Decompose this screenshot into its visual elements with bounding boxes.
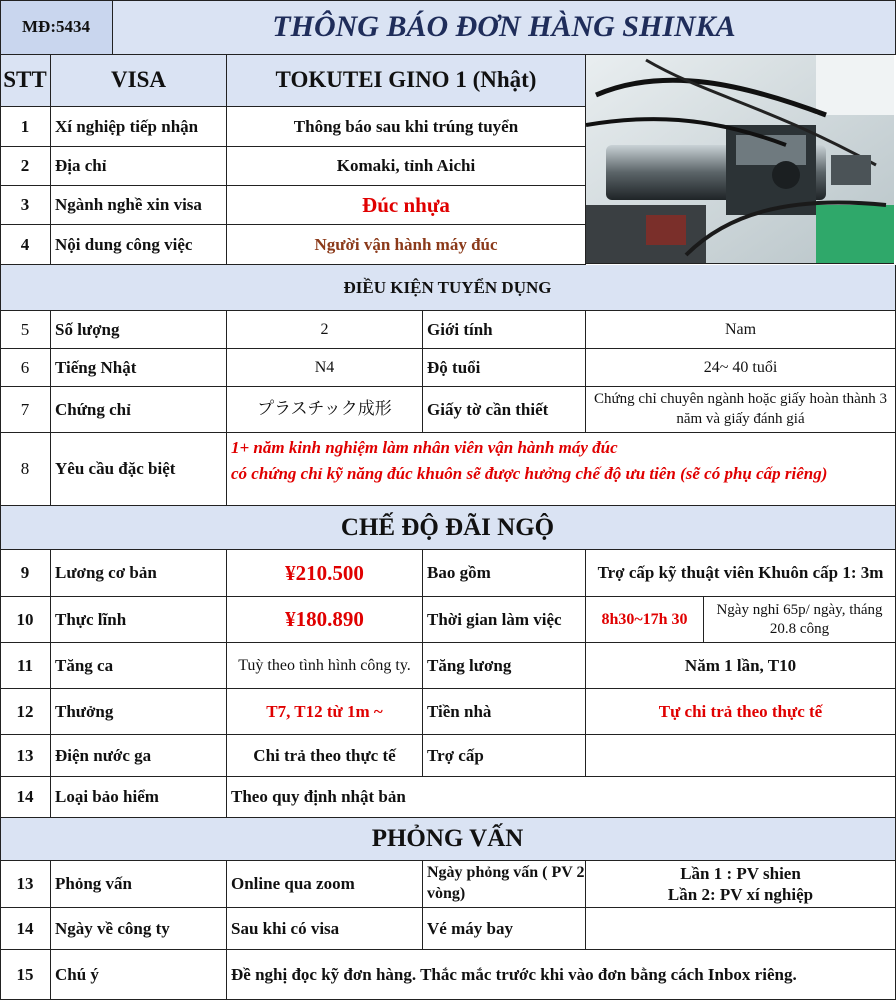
row-number: 2 — [0, 147, 51, 186]
certificate-value: プラスチック成形 — [227, 387, 423, 433]
row-number: 7 — [0, 387, 51, 433]
row-number: 4 — [0, 225, 51, 265]
certificate-label: Chứng chỉ — [51, 387, 227, 433]
insurance-label: Loại bảo hiểm — [51, 777, 227, 818]
address-value: Komaki, tỉnh Aichi — [227, 147, 586, 186]
documents-label: Giấy tờ cần thiết — [423, 387, 586, 433]
visa-occupation-value: Đúc nhựa — [227, 186, 586, 225]
interview-rounds-value — [586, 861, 896, 908]
includes-value: Trợ cấp kỹ thuật viên Khuôn cấp 1: 3m — [586, 550, 896, 597]
row-number: 1 — [0, 107, 51, 147]
raise-value: Năm 1 lần, T10 — [586, 643, 896, 689]
page-title: THÔNG BÁO ĐƠN HÀNG SHINKA — [113, 0, 896, 55]
note-label: Chú ý — [51, 950, 227, 1000]
row-number: 11 — [0, 643, 51, 689]
interview-format-value: Online qua zoom — [227, 861, 423, 908]
job-content-value: Người vận hành máy đúc — [227, 225, 586, 265]
includes-label: Bao gồm — [423, 550, 586, 597]
special-requirement-line: có chứng chỉ kỹ năng đúc khuôn sẽ được hưởng chế độ ưu tiên (sẽ có phụ cấp riêng) — [231, 463, 828, 483]
company-arrival-label: Ngày về công ty — [51, 908, 227, 950]
housing-value: Tự chi trả theo thực tế — [586, 689, 896, 735]
interview-label: Phỏng vấn — [51, 861, 227, 908]
stt-header: STT — [0, 55, 51, 107]
japanese-level-value: N4 — [227, 349, 423, 387]
documents-value: Chứng chỉ chuyên ngành hoặc giấy hoàn thành 3 năm và giấy đánh giá — [586, 387, 896, 433]
receiving-company-label: Xí nghiệp tiếp nhận — [51, 107, 227, 147]
address-label: Địa chỉ — [51, 147, 227, 186]
interview-round-1: Lần 1 : PV shien — [680, 863, 801, 883]
row-number: 10 — [0, 597, 51, 643]
row-number: 13 — [0, 735, 51, 777]
utilities-label: Điện nước ga — [51, 735, 227, 777]
interview-section-title: PHỎNG VẤN — [0, 818, 896, 861]
insurance-value: Theo quy định nhật bản — [227, 777, 896, 818]
note-value: Đề nghị đọc kỹ đơn hàng. Thắc mắc trước khi vào đơn bằng cách Inbox riêng. — [227, 950, 896, 1000]
working-time-value: 8h30~17h 30 — [586, 597, 704, 643]
japanese-level-label: Tiếng Nhật — [51, 349, 227, 387]
working-hours-label: Thời gian làm việc — [423, 597, 586, 643]
gender-value: Nam — [586, 311, 896, 349]
base-salary-label: Lương cơ bản — [51, 550, 227, 597]
gender-label: Giới tính — [423, 311, 586, 349]
order-code: MĐ:5434 — [0, 0, 113, 55]
special-requirements-value — [227, 433, 896, 506]
bonus-label: Thưởng — [51, 689, 227, 735]
special-requirements-label: Yêu cầu đặc biệt — [51, 433, 227, 506]
age-label: Độ tuổi — [423, 349, 586, 387]
benefits-section-title: CHẾ ĐỘ ĐÃI NGỘ — [0, 506, 896, 550]
company-arrival-value: Sau khi có visa — [227, 908, 423, 950]
job-content-label: Nội dung công việc — [51, 225, 227, 265]
quantity-label: Số lượng — [51, 311, 227, 349]
row-number: 14 — [0, 908, 51, 950]
visa-header: VISA — [51, 55, 227, 107]
base-salary-value: ¥210.500 — [227, 550, 423, 597]
bonus-value: T7, T12 từ 1m ~ — [227, 689, 423, 735]
visa-occupation-label: Ngành nghề xin visa — [51, 186, 227, 225]
net-income-value: ¥180.890 — [227, 597, 423, 643]
days-off-value: Ngày nghỉ 65p/ ngày, tháng 20.8 công — [704, 597, 896, 643]
row-number: 9 — [0, 550, 51, 597]
housing-label: Tiền nhà — [423, 689, 586, 735]
row-number: 6 — [0, 349, 51, 387]
flight-ticket-label: Vé máy bay — [423, 908, 586, 950]
flight-ticket-value — [586, 908, 896, 950]
row-number: 8 — [0, 433, 51, 506]
conditions-section-title: ĐIỀU KIỆN TUYỂN DỤNG — [0, 265, 896, 311]
overtime-value: Tuỳ theo tình hình công ty. — [227, 643, 423, 689]
allowance-value — [586, 735, 896, 777]
raise-label: Tăng lương — [423, 643, 586, 689]
quantity-value: 2 — [227, 311, 423, 349]
net-income-label: Thực lĩnh — [51, 597, 227, 643]
row-number: 14 — [0, 777, 51, 818]
receiving-company-value: Thông báo sau khi trúng tuyển — [227, 107, 586, 147]
row-number: 15 — [0, 950, 51, 1000]
overtime-label: Tăng ca — [51, 643, 227, 689]
utilities-value: Chi trả theo thực tế — [227, 735, 423, 777]
allowance-label: Trợ cấp — [423, 735, 586, 777]
row-number: 12 — [0, 689, 51, 735]
interview-round-2: Lần 2: PV xí nghiệp — [667, 885, 814, 904]
row-number: 13 — [0, 861, 51, 908]
age-value: 24~ 40 tuổi — [586, 349, 896, 387]
row-number: 3 — [0, 186, 51, 225]
special-requirement-line: 1+ năm kinh nghiệm làm nhân viên vận hành máy đúc — [231, 438, 618, 457]
visa-type: TOKUTEI GINO 1 (Nhật) — [227, 55, 586, 107]
row-number: 5 — [0, 311, 51, 349]
interview-date-label: Ngày phỏng vấn ( PV 2 vòng) — [423, 861, 586, 908]
injection-molding-machine-photo — [586, 55, 894, 264]
